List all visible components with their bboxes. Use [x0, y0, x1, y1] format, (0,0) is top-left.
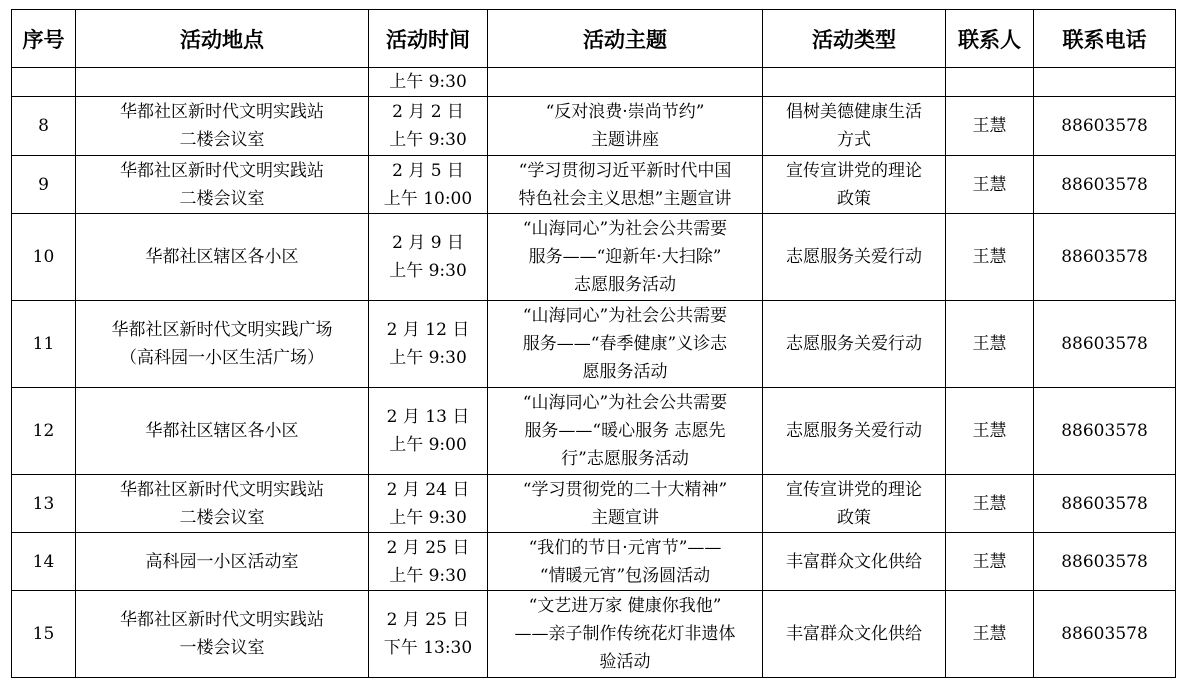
time-line: 上午 10:00: [383, 188, 473, 209]
table-row: [12, 214, 1176, 301]
serial-cell: 8: [12, 97, 76, 156]
serial-cell: 9: [12, 156, 76, 214]
phone-cell: 88603578: [1034, 156, 1176, 214]
time-line: 2 月 9 日: [392, 233, 464, 253]
type-line: 丰富群众文化供给: [786, 624, 922, 644]
partial-time-cell: [369, 68, 488, 97]
type-line: 政策: [837, 188, 871, 209]
phone-cell: 88603578: [1034, 533, 1176, 591]
theme-line: 愿服务活动: [582, 362, 668, 382]
theme-line: “山海同心”为社会公共需要: [522, 306, 728, 326]
table-row: [12, 533, 1176, 591]
time-line: 2 月 12 日: [386, 320, 470, 340]
theme-line: 主题宣讲: [591, 507, 659, 528]
phone-cell: 88603578: [1034, 591, 1176, 678]
theme-line: “学习贯彻党的二十大精神”: [522, 479, 728, 500]
partial-serial-cell: [12, 68, 76, 97]
theme-line: 服务——“迎新年·大扫除”: [528, 247, 722, 267]
serial-cell: 10: [12, 214, 76, 301]
serial-cell: 11: [12, 301, 76, 388]
time-line: 2 月 24 日: [386, 479, 470, 500]
theme-line: “山海同心”为社会公共需要: [522, 393, 728, 413]
type-line: 方式: [837, 130, 871, 150]
location-line: 二楼会议室: [179, 130, 265, 150]
time-line: 下午 13:30: [383, 638, 473, 658]
phone-cell: 88603578: [1034, 214, 1176, 301]
time-cell: [369, 388, 488, 475]
time-cell: [369, 156, 488, 214]
partial-time-line: 上午 9:30: [389, 72, 467, 92]
header-type: 活动类型: [763, 10, 946, 68]
theme-line: 志愿服务活动: [574, 275, 676, 295]
theme-cell: [488, 533, 763, 591]
type-cell: [763, 591, 946, 678]
time-cell: [369, 301, 488, 388]
type-line: 志愿服务关爱行动: [786, 421, 922, 441]
table-row: [12, 388, 1176, 475]
time-line: 2 月 25 日: [386, 537, 470, 558]
location-line: 华都社区新时代文明实践站: [120, 102, 324, 122]
header-contact: 联系人: [946, 10, 1034, 68]
time-line: 上午 9:00: [389, 435, 467, 455]
theme-line: “反对浪费·崇尚节约”: [545, 102, 705, 122]
location-line: （高科园一小区生活广场）: [120, 348, 324, 368]
phone-cell: 88603578: [1034, 388, 1176, 475]
type-cell: [763, 97, 946, 156]
header-phone: 联系电话: [1034, 10, 1176, 68]
theme-line: ——亲子制作传统花灯非遗体: [514, 624, 736, 644]
time-cell: [369, 214, 488, 301]
location-cell: [76, 97, 369, 156]
time-line: 上午 9:30: [389, 130, 467, 150]
location-line: 华都社区辖区各小区: [145, 247, 299, 267]
theme-line: 服务——“春季健康”义诊志: [522, 334, 728, 354]
partial-contact-cell: [946, 68, 1034, 97]
theme-cell: [488, 214, 763, 301]
theme-cell: [488, 97, 763, 156]
theme-line: “文艺进万家 健康你我他”: [528, 596, 722, 616]
contact-cell: 王慧: [946, 301, 1034, 388]
type-line: 政策: [837, 507, 871, 528]
location-line: 高科园一小区活动室: [145, 551, 299, 572]
table-row: [12, 301, 1176, 388]
location-line: 华都社区新时代文明实践站: [120, 160, 324, 181]
partial-top-row: [12, 68, 1176, 97]
theme-line: 验活动: [599, 652, 651, 672]
serial-cell: 14: [12, 533, 76, 591]
location-line: 华都社区辖区各小区: [145, 421, 299, 441]
time-line: 上午 9:30: [389, 507, 467, 528]
partial-type-cell: [763, 68, 946, 97]
location-cell: [76, 388, 369, 475]
location-cell: [76, 591, 369, 678]
type-line: 志愿服务关爱行动: [786, 334, 922, 354]
time-line: 2 月 2 日: [392, 102, 464, 122]
table-body: [12, 68, 1176, 678]
contact-cell: 王慧: [946, 591, 1034, 678]
partial-location-cell: [76, 68, 369, 97]
header-time: 活动时间: [369, 10, 488, 68]
time-line: 上午 9:30: [389, 565, 467, 586]
time-line: 2 月 13 日: [386, 407, 470, 427]
theme-cell: [488, 388, 763, 475]
time-cell: [369, 591, 488, 678]
type-cell: [763, 301, 946, 388]
type-cell: [763, 214, 946, 301]
header-theme: 活动主题: [488, 10, 763, 68]
theme-line: 主题讲座: [591, 130, 659, 150]
time-cell: [369, 533, 488, 591]
header-location: 活动地点: [76, 10, 369, 68]
type-line: 宣传宣讲党的理论: [786, 160, 922, 181]
time-cell: [369, 97, 488, 156]
theme-cell: [488, 156, 763, 214]
phone-cell: 88603578: [1034, 301, 1176, 388]
serial-cell: 15: [12, 591, 76, 678]
location-cell: [76, 533, 369, 591]
type-line: 倡树美德健康生活: [786, 102, 922, 122]
theme-line: 服务——“暖心服务 志愿先: [524, 421, 726, 441]
type-cell: [763, 388, 946, 475]
phone-cell: 88603578: [1034, 97, 1176, 156]
contact-cell: 王慧: [946, 214, 1034, 301]
activity-schedule-table: [11, 9, 1176, 678]
theme-line: “山海同心”为社会公共需要: [522, 219, 728, 239]
table-row: [12, 475, 1176, 533]
theme-line: “学习贯彻习近平新时代中国: [518, 160, 732, 181]
table-row: [12, 156, 1176, 214]
theme-line: “情暖元宵”包汤圆活动: [539, 565, 711, 586]
serial-cell: 13: [12, 475, 76, 533]
theme-line: 行”志愿服务活动: [561, 449, 689, 469]
type-line: 志愿服务关爱行动: [786, 247, 922, 267]
time-line: 上午 9:30: [389, 348, 467, 368]
location-line: 华都社区新时代文明实践站: [120, 479, 324, 500]
location-line: 华都社区新时代文明实践广场: [111, 320, 333, 340]
type-cell: [763, 475, 946, 533]
time-cell: [369, 475, 488, 533]
theme-cell: [488, 591, 763, 678]
location-cell: [76, 475, 369, 533]
phone-cell: 88603578: [1034, 475, 1176, 533]
theme-cell: [488, 475, 763, 533]
partial-theme-cell: [488, 68, 763, 97]
header-row: [12, 10, 1176, 68]
contact-cell: 王慧: [946, 156, 1034, 214]
time-line: 2 月 5 日: [392, 160, 464, 181]
location-cell: [76, 214, 369, 301]
theme-line: 特色社会主义思想”主题宣讲: [518, 188, 732, 209]
table-row: [12, 591, 1176, 678]
type-line: 丰富群众文化供给: [786, 551, 922, 572]
time-line: 上午 9:30: [389, 261, 467, 281]
type-line: 宣传宣讲党的理论: [786, 479, 922, 500]
location-line: 华都社区新时代文明实践站: [120, 610, 324, 630]
theme-cell: [488, 301, 763, 388]
table-row: [12, 97, 1176, 156]
time-line: 2 月 25 日: [386, 610, 470, 630]
contact-cell: 王慧: [946, 97, 1034, 156]
partial-phone-cell: [1034, 68, 1176, 97]
contact-cell: 王慧: [946, 533, 1034, 591]
type-cell: [763, 533, 946, 591]
header-serial: 序号: [12, 10, 76, 68]
location-cell: [76, 156, 369, 214]
location-line: 一楼会议室: [179, 638, 265, 658]
location-cell: [76, 301, 369, 388]
location-line: 二楼会议室: [179, 188, 265, 209]
contact-cell: 王慧: [946, 388, 1034, 475]
location-line: 二楼会议室: [179, 507, 265, 528]
serial-cell: 12: [12, 388, 76, 475]
theme-line: “我们的节日·元宵节”——: [528, 537, 722, 558]
type-cell: [763, 156, 946, 214]
contact-cell: 王慧: [946, 475, 1034, 533]
